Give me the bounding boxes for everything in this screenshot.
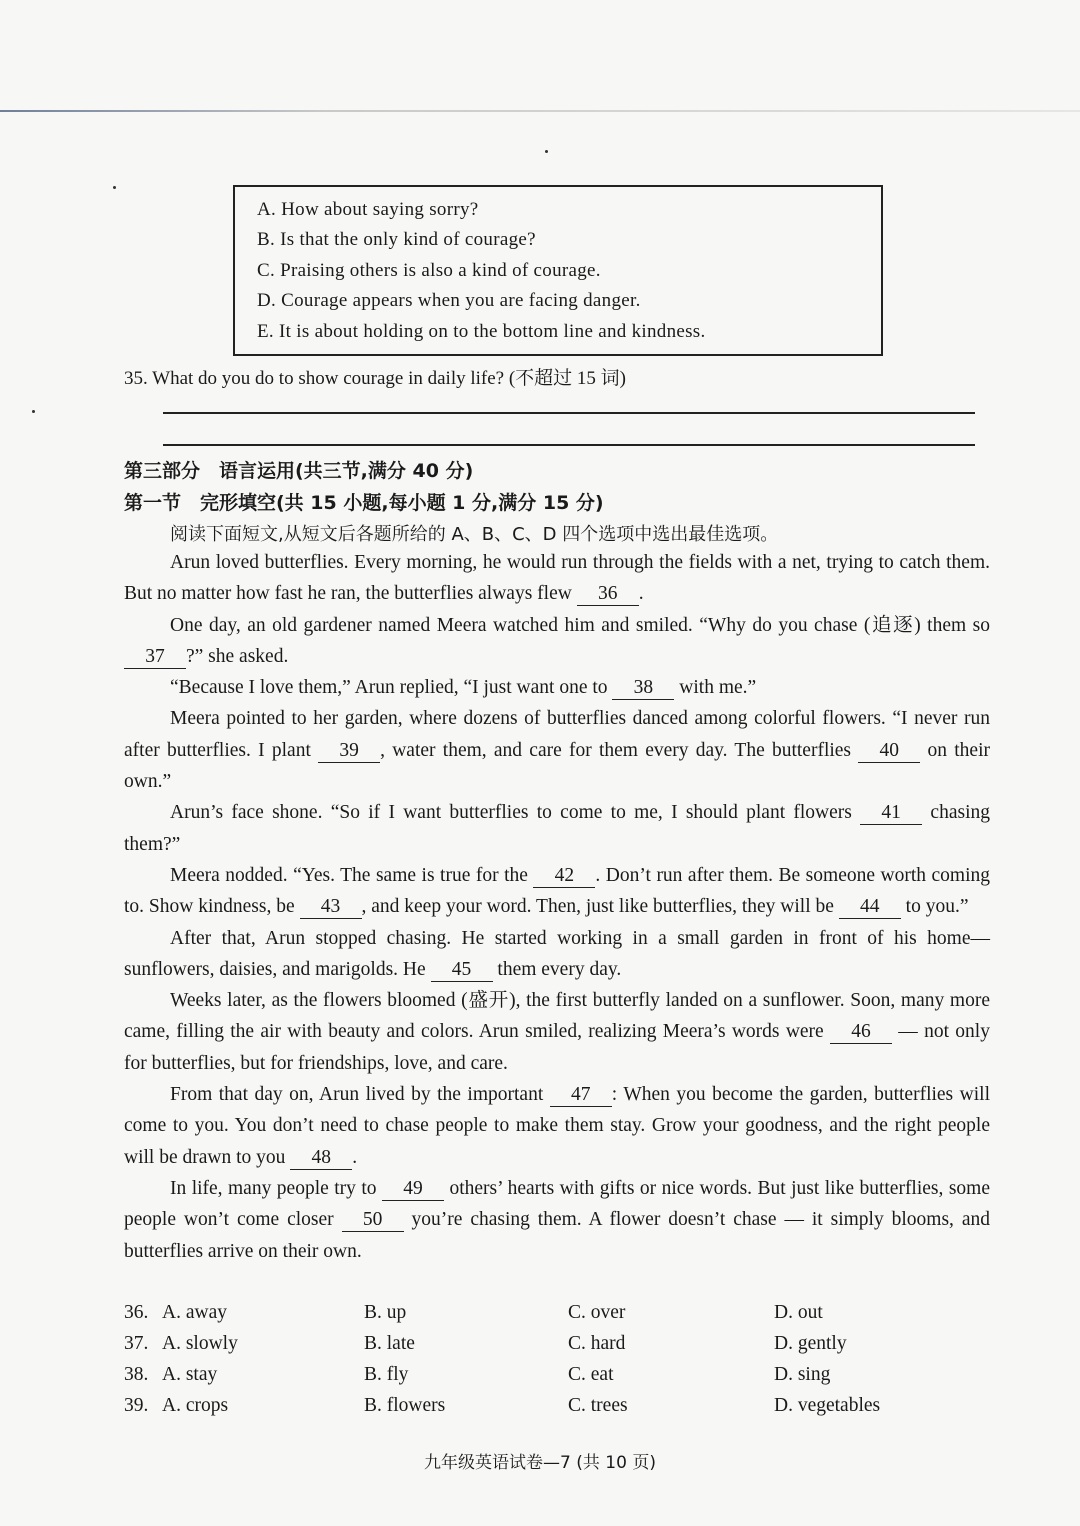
scan-speck	[32, 410, 35, 413]
blank-49[interactable]: 49	[382, 1178, 444, 1201]
option-c[interactable]: C. over	[568, 1302, 626, 1323]
blank-50[interactable]: 50	[342, 1209, 404, 1232]
answer-line-2[interactable]	[163, 444, 975, 446]
part3-heading: 第三部分 语言运用(共三节,满分 40 分)	[124, 460, 474, 482]
section1-heading: 第一节 完形填空(共 15 小题,每小题 1 分,满分 15 分)	[124, 492, 604, 514]
paragraph: In life, many people try to 49 others’ hearts with gifts or nice words. But just like butterflies, some people won’t come closer 50 you’re chasing them. A flower doesn’t chase — it simply blooms, and butterflies arrive on their own.	[124, 1177, 991, 1262]
blank-38[interactable]: 38	[612, 677, 674, 700]
paragraph: “Because I love them,” Arun replied, “I just want one to 38 with me.”	[170, 677, 757, 699]
blank-40[interactable]: 40	[858, 740, 920, 763]
option-d[interactable]: D. out	[774, 1302, 823, 1323]
instruction: 阅读下面短文,从短文后各题所给的 A、B、C、D 四个选项中选出最佳选项。	[170, 524, 779, 545]
option-a[interactable]: A. crops	[162, 1395, 229, 1416]
option-a[interactable]: A. stay	[162, 1364, 218, 1385]
option-d[interactable]: D. gently	[774, 1333, 847, 1354]
question-number: 37.	[124, 1333, 149, 1354]
answer-line-1[interactable]	[163, 412, 975, 414]
question-number: 39.	[124, 1395, 149, 1416]
paragraph: Arun’s face shone. “So if I want butterflies to come to me, I should plant flowers 41 chasing them?”	[124, 802, 990, 855]
paragraph: Meera nodded. “Yes. The same is true for the 42 . Don’t run after them. Be someone worth coming to. Show kindness, be 43 , and keep your word. Then, just like butterflies, they will be 44 to you.”	[124, 864, 990, 918]
question-number: 36.	[124, 1302, 149, 1323]
blank-45[interactable]: 45	[431, 959, 493, 982]
option-a[interactable]: A. away	[162, 1302, 227, 1323]
option-b[interactable]: B. up	[364, 1302, 407, 1323]
cloze-passage	[124, 547, 990, 1267]
blank-46[interactable]: 46	[830, 1021, 892, 1044]
box-option-c: C. Praising others is also a kind of courage.	[257, 260, 601, 281]
paragraph: Arun loved butterflies. Every morning, he would run through the fields with a net, trying to catch them. But no matter how fast he ran, the butterflies always flew 36 .	[124, 552, 990, 605]
scan-speck	[545, 150, 548, 153]
option-d[interactable]: D. sing	[774, 1364, 831, 1385]
option-c[interactable]: C. eat	[568, 1364, 614, 1385]
scan-speck	[113, 186, 116, 189]
options-row-37	[124, 1333, 990, 1363]
options-row-39	[124, 1395, 990, 1425]
box-option-e: E. It is about holding on to the bottom line and kindness.	[257, 321, 706, 342]
box-option-a: A. How about saying sorry?	[257, 199, 479, 220]
question-35: 35. What do you do to show courage in daily life? (不超过 15 词)	[124, 368, 626, 389]
paragraph: One day, an old gardener named Meera watched him and smiled. “Why do you chase (追逐) them so 37 ?” she asked.	[124, 610, 990, 673]
paragraph: From that day on, Arun lived by the important 47 : When you become the garden, butterflies will come to you. You don’t need to chase people to make them stay. Grow your goodness, and the right people will be drawn to you 48 .	[124, 1084, 990, 1168]
box-option-b: B. Is that the only kind of courage?	[257, 229, 536, 250]
blank-42[interactable]: 42	[533, 865, 595, 888]
option-b[interactable]: B. fly	[364, 1364, 409, 1385]
box-option-d: D. Courage appears when you are facing danger.	[257, 290, 641, 311]
option-c[interactable]: C. hard	[568, 1333, 626, 1354]
options-row-36	[124, 1302, 990, 1332]
option-c[interactable]: C. trees	[568, 1395, 628, 1416]
option-b[interactable]: B. flowers	[364, 1395, 446, 1416]
top-rule	[0, 110, 1080, 112]
blank-48[interactable]: 48	[290, 1147, 352, 1170]
options-box	[233, 185, 883, 356]
option-d[interactable]: D. vegetables	[774, 1395, 881, 1416]
blank-39[interactable]: 39	[318, 740, 380, 763]
blank-47[interactable]: 47	[550, 1084, 612, 1107]
paragraph: Meera pointed to her garden, where dozens of butterflies danced among colorful flowers. “I never run after butterflies. I plant 39 , water them, and care for them every day. The butterflies 40 on their own.”	[124, 708, 990, 793]
page-footer: 九年级英语试卷—7 (共 10 页)	[424, 1453, 656, 1473]
blank-37[interactable]: 37	[124, 646, 186, 669]
blank-44[interactable]: 44	[839, 896, 901, 919]
blank-43[interactable]: 43	[300, 896, 362, 919]
paragraph: After that, Arun stopped chasing. He started working in a small garden in front of his home—sunflowers, daisies, and marigolds. He 45 them every day.	[124, 927, 990, 980]
options-row-38	[124, 1364, 990, 1394]
option-b[interactable]: B. late	[364, 1333, 415, 1354]
question-number: 38.	[124, 1364, 149, 1385]
option-a[interactable]: A. slowly	[162, 1333, 238, 1354]
blank-36[interactable]: 36	[577, 583, 639, 606]
blank-41[interactable]: 41	[860, 802, 922, 825]
paragraph: Weeks later, as the flowers bloomed (盛开), the first butterfly landed on a sunflower. Soon, many more came, filling the air with beauty and colors. Arun smiled, realizing Meera’s words were 46 — not only for butterflies, but for friendships, love, and care.	[124, 990, 990, 1074]
